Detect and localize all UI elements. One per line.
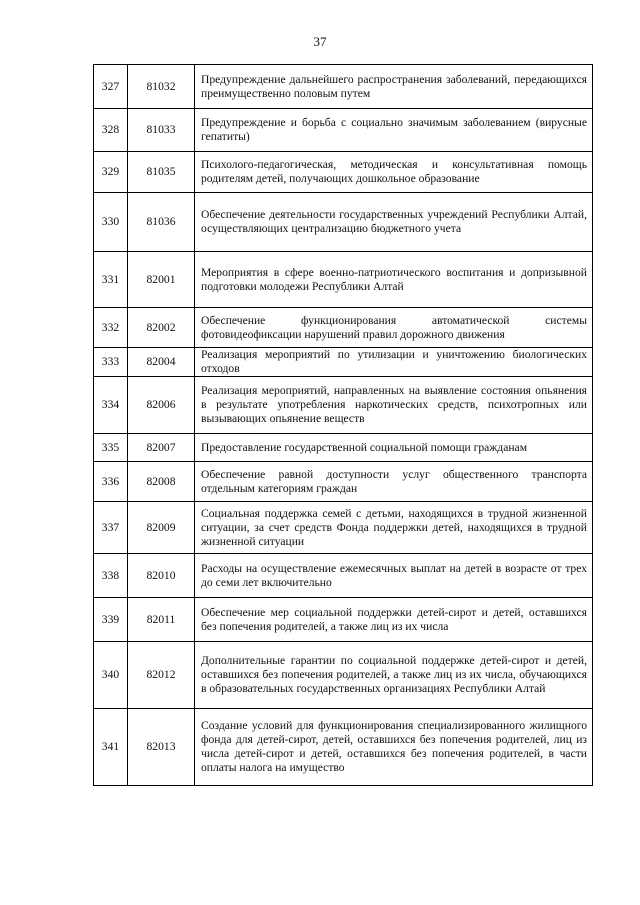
row-number-cell: 328 <box>94 109 128 152</box>
row-name-text: Обеспечение функционирования автоматической системы фотовидеофиксации нарушений правил дорожного движения <box>201 313 587 341</box>
row-name-text: Создание условий для функционирования специализированного жилищного фонда для детей-сирот, детей, оставшихся без попечения родителей, лиц из числа детей-сирот и детей, оставшихся без попечения родителей, в части оплаты налога на имущество <box>201 719 587 774</box>
row-code-cell: 82006 <box>128 377 195 434</box>
row-number-cell: 337 <box>94 502 128 554</box>
row-code-cell: 82008 <box>128 462 195 502</box>
table-row <box>94 109 593 152</box>
row-number-cell: 333 <box>94 348 128 377</box>
table-row <box>94 462 593 502</box>
row-name-text: Обеспечение мер социальной поддержки детей-сирот и детей, оставшихся без попечения родителей, а также лиц из их числа <box>201 605 587 633</box>
table-row <box>94 152 593 193</box>
row-name-cell <box>195 502 593 554</box>
row-name-cell <box>195 193 593 252</box>
table-row <box>94 252 593 308</box>
row-code-cell: 82001 <box>128 252 195 308</box>
row-name-cell <box>195 152 593 193</box>
row-name-text: Обеспечение равной доступности услуг общественного транспорта отдельным категориям граждан <box>201 467 587 495</box>
row-name-text: Предупреждение дальнейшего распространения заболеваний, передающихся преимущественно половым путем <box>201 72 587 100</box>
row-name-cell <box>195 709 593 786</box>
row-name-text: Социальная поддержка семей с детьми, находящихся в трудной жизненной ситуации, за счет средств Фонда поддержки детей, находящихся в трудной жизненной ситуации <box>201 506 587 548</box>
row-code-cell: 82007 <box>128 434 195 462</box>
table-row <box>94 348 593 377</box>
table-row <box>94 502 593 554</box>
table-row <box>94 434 593 462</box>
row-code-cell: 82013 <box>128 709 195 786</box>
row-name-cell <box>195 434 593 462</box>
row-number-cell: 341 <box>94 709 128 786</box>
row-name-text: Реализация мероприятий, направленных на выявление состояния опьянения в результате употребления наркотических средств, психотропных или вызывающих опьянение веществ <box>201 384 587 425</box>
row-code-cell: 82009 <box>128 502 195 554</box>
row-name-cell <box>195 642 593 709</box>
table-row <box>94 598 593 642</box>
row-code-cell: 81033 <box>128 109 195 152</box>
table-row <box>94 193 593 252</box>
table-row <box>94 65 593 109</box>
row-name-text: Реализация мероприятий по утилизации и уничтожению биологических отходов <box>201 348 587 375</box>
row-name-cell <box>195 462 593 502</box>
row-number-cell: 331 <box>94 252 128 308</box>
page-number: 37 <box>313 34 327 49</box>
row-name-cell <box>195 308 593 348</box>
row-name-cell <box>195 348 593 377</box>
row-code-cell: 81032 <box>128 65 195 109</box>
row-name-text: Дополнительные гарантии по социальной поддержке детей-сирот и детей, оставшихся без попечения родителей, а также лиц из их числа, обучающихся в образовательных государственных организациях Республики Алтай <box>201 654 587 695</box>
row-code-cell: 82002 <box>128 308 195 348</box>
row-name-text: Предупреждение и борьба с социально значимым заболеванием (вирусные гепатиты) <box>201 116 587 143</box>
row-name-text: Расходы на осуществление ежемесячных выплат на детей в возрасте от трех до семи лет включительно <box>201 561 587 589</box>
row-number-cell: 336 <box>94 462 128 502</box>
row-number-cell: 334 <box>94 377 128 434</box>
row-name-cell <box>195 598 593 642</box>
row-name-cell <box>195 109 593 152</box>
row-number-cell: 338 <box>94 554 128 598</box>
table-row <box>94 554 593 598</box>
row-name-cell <box>195 377 593 434</box>
row-name-text: Предоставление государственной социальной помощи гражданам <box>201 440 528 454</box>
row-number-cell: 327 <box>94 65 128 109</box>
row-number-cell: 340 <box>94 642 128 709</box>
table-row <box>94 709 593 786</box>
row-number-cell: 330 <box>94 193 128 252</box>
registry-table-body <box>94 65 593 786</box>
row-code-cell: 81036 <box>128 193 195 252</box>
table-row <box>94 308 593 348</box>
table-row <box>94 642 593 709</box>
row-name-cell <box>195 65 593 109</box>
row-code-cell: 82012 <box>128 642 195 709</box>
row-number-cell: 329 <box>94 152 128 193</box>
registry-table <box>93 64 593 786</box>
row-name-cell <box>195 554 593 598</box>
row-number-cell: 335 <box>94 434 128 462</box>
row-name-text: Психолого-педагогическая, методическая и консультативная помощь родителям детей, получающих дошкольное образование <box>201 158 587 185</box>
row-code-cell: 82011 <box>128 598 195 642</box>
row-code-cell: 81035 <box>128 152 195 193</box>
row-number-cell: 339 <box>94 598 128 642</box>
row-name-cell <box>195 252 593 308</box>
row-name-text: Мероприятия в сфере военно-патриотического воспитания и допризывной подготовки молодежи Республики Алтай <box>201 265 587 293</box>
row-code-cell: 82010 <box>128 554 195 598</box>
table-row <box>94 377 593 434</box>
row-name-text: Обеспечение деятельности государственных учреждений Республики Алтай, осуществляющих централизацию бюджетного учета <box>201 208 587 235</box>
row-code-cell: 82004 <box>128 348 195 377</box>
row-number-cell: 332 <box>94 308 128 348</box>
